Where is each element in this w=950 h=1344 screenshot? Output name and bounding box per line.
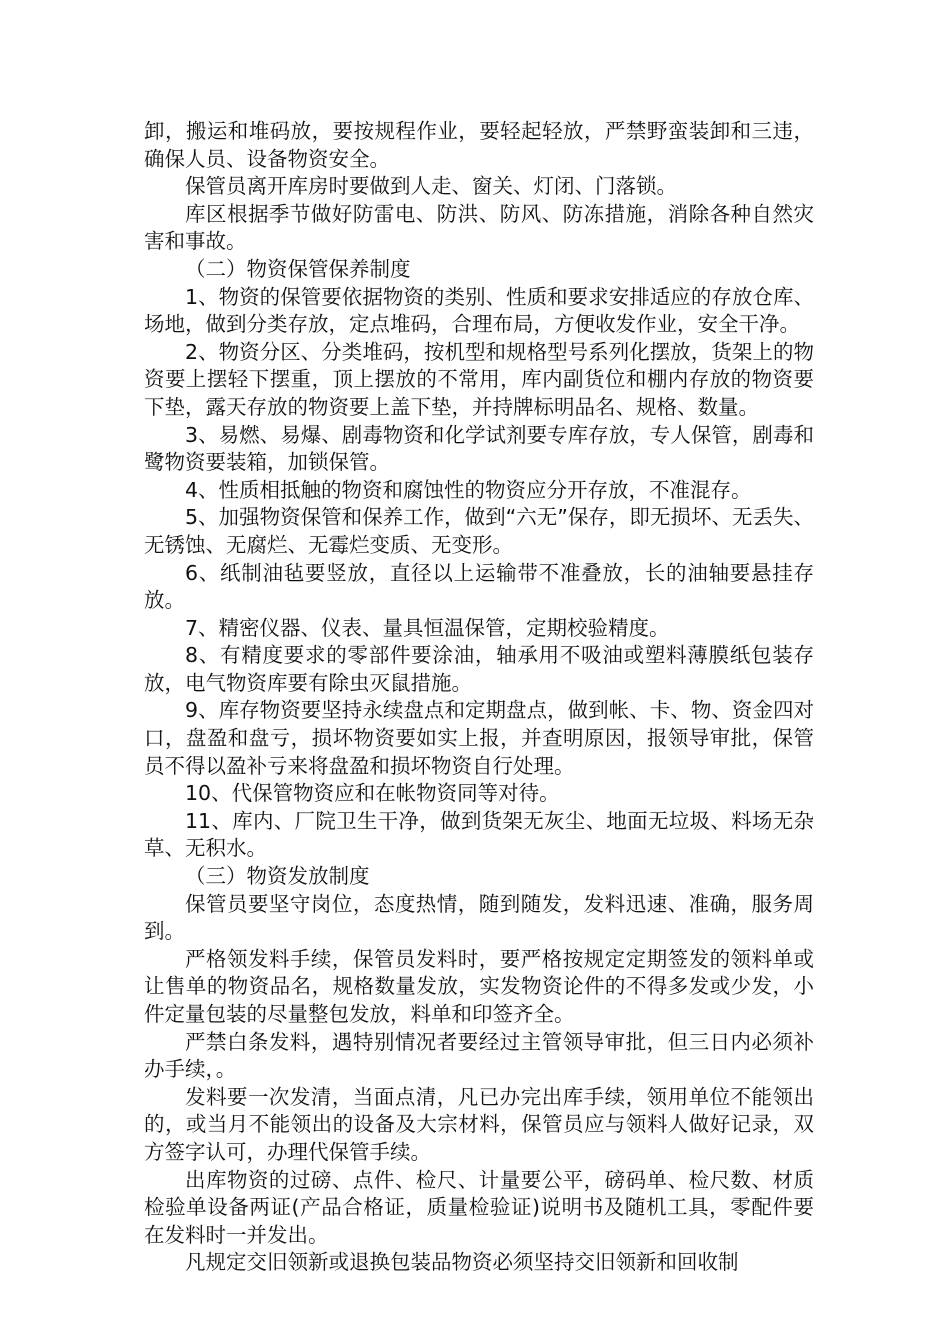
paragraph: 5、加强物资保管和保养工作，做到“六无”保存，即无损坏、无丢失、无锈蚀、无腐烂、无霉烂变质、无变形。 xyxy=(144,505,814,557)
paragraph: 6、纸制油毡要竖放，直径以上运输带不准叠放，长的油轴要悬挂存放。 xyxy=(144,560,814,613)
paragraph: 保管员离开库房时要做到人走、窗关、灯闭、门落锁。 xyxy=(185,174,677,199)
paragraph: 3、易燃、易爆、剧毒物资和化学试剂要专库存放，专人保管，剧毒和鹭物资要装箱，加锁保管。 xyxy=(144,422,814,475)
paragraph: 出库物资的过磅、点件、检尺、计量要公平，磅码单、检尺数、材质检验单设备两证(产品合格证，质量检验证)说明书及随机工具，零配件要在发料时一并发出。 xyxy=(144,1167,814,1247)
paragraph: 1、物资的保管要依据物资的类别、性质和要求安排适应的存放仓库、场地，做到分类存放，定点堆码，合理布局，方便收发作业，安全干净。 xyxy=(144,284,814,337)
paragraph: 4、性质相抵触的物资和腐蚀性的物资应分开存放，不准混存。 xyxy=(185,477,752,502)
paragraph: 发料要一次发清，当面点清，凡已办完出库手续，领用单位不能领出的，或当月不能领出的设备及大宗材料，保管员应与领料人做好记录，双方签字认可，办理代保管手续。 xyxy=(144,1084,814,1164)
paragraph: 10、代保管物资应和在帐物资同等对待。 xyxy=(185,781,560,806)
paragraph: 库区根据季节做好防雷电、防洪、防风、防冻措施，消除各种自然灾害和事故。 xyxy=(144,201,814,254)
paragraph: 凡规定交旧领新或退换包装品物资必须坚持交旧领新和回收制 xyxy=(185,1250,739,1275)
paragraph: 2、物资分区、分类堆码，按机型和规格型号系列化摆放，货架上的物资要上摆轻下摆重，顶上摆放的不常用，库内副货位和棚内存放的物资要下垫，露天存放的物资要上盖下垫，并持牌标明品名、规格、数量。 xyxy=(144,339,814,419)
section-heading: （二）物资保管保养制度 xyxy=(185,256,411,281)
paragraph: 卸，搬运和堆码放，要按规程作业，要轻起轻放，严禁野蛮装卸和三违，确保人员、设备物资安全。 xyxy=(144,119,814,171)
paragraph: 8、有精度要求的零部件要涂油，轴承用不吸油或塑料薄膜纸包装存放，电气物资库要有除虫灭鼠措施。 xyxy=(144,643,814,695)
paragraph: 严禁白条发料，遇特别情况者要经过主管领导审批，但三日内必须补办手续，。 xyxy=(144,1029,814,1082)
document-body xyxy=(144,118,814,1277)
paragraph: 保管员要坚守岗位，态度热情，随到随发，发料迅速、准确，服务周到。 xyxy=(144,891,814,944)
paragraph: 7、精密仪器、仪表、量具恒温保管，定期校验精度。 xyxy=(185,615,670,640)
paragraph: 严格领发料手续，保管员发料时，要严格按规定定期签发的领料单或让售单的物资品名，规格数量发放，实发物资论件的不得多发或少发，小件定量包装的尽量整包发放，料单和印签齐全。 xyxy=(144,946,814,1026)
paragraph: 11、库内、厂院卫生干净，做到货架无灰尘、地面无垃圾、料场无杂草、无积水。 xyxy=(144,808,814,861)
section-heading: （三）物资发放制度 xyxy=(185,864,370,889)
paragraph: 9、库存物资要坚持永续盘点和定期盘点，做到帐、卡、物、资金四对口，盘盈和盘亏，损坏物资要如实上报，并查明原因，报领导审批，保管员不得以盈补亏来将盘盈和损坏物资自行处理。 xyxy=(144,698,814,778)
